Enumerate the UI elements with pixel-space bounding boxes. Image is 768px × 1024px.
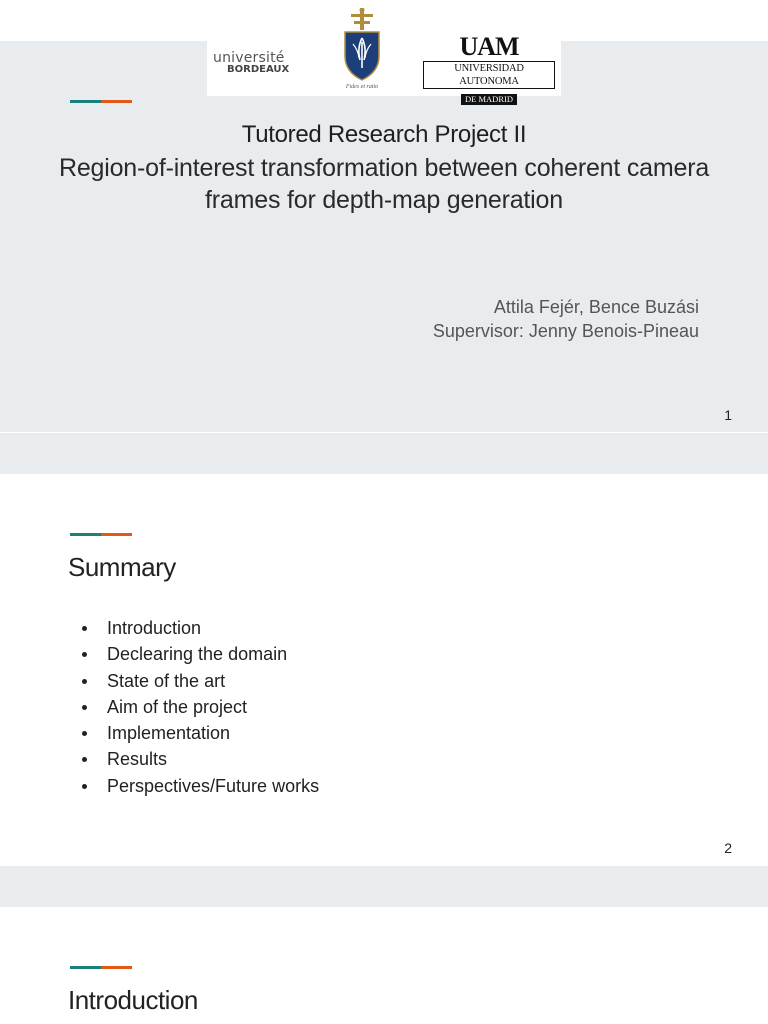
crest-logo — [335, 8, 389, 90]
slide-divider — [0, 433, 768, 474]
crest-motto: Fides et ratio — [345, 84, 379, 90]
summary-list — [82, 615, 319, 799]
list-item-text: Aim of the project — [107, 696, 248, 717]
bordeaux-logo-top-text: université — [213, 50, 285, 66]
slide-number: 1 — [724, 407, 732, 423]
list-item — [82, 746, 319, 772]
accent-teal — [70, 533, 101, 536]
introduction-slide — [0, 907, 768, 1024]
accent-orange — [101, 533, 132, 536]
list-item-text: Declearing the domain — [107, 644, 288, 665]
title-block — [0, 120, 768, 216]
bullet-dot — [82, 731, 87, 736]
summary-slide — [0, 474, 768, 866]
slide-divider — [0, 866, 768, 907]
list-item — [82, 641, 319, 667]
summary-heading: Summary — [68, 552, 176, 582]
list-item — [82, 694, 319, 720]
accent-teal — [70, 966, 101, 969]
introduction-accent-bar — [70, 966, 132, 969]
bullet-dot — [82, 626, 87, 631]
uam-logo-subtitle: DE MADRID — [461, 94, 517, 105]
summary-accent-bar — [70, 533, 132, 536]
list-item-text: Introduction — [107, 618, 202, 638]
uam-logo-mark: UAM — [459, 32, 519, 61]
bullet-dot — [82, 679, 87, 684]
list-item-text: Implementation — [107, 723, 231, 744]
list-item — [82, 668, 319, 694]
author-block — [433, 295, 699, 343]
bordeaux-logo-bottom-text: BORDEAUX — [227, 64, 290, 75]
logo-strip — [207, 30, 561, 104]
title-slide — [0, 0, 768, 432]
list-item-text: Perspectives/Future works — [107, 775, 320, 796]
bullet-dot — [82, 705, 87, 710]
uam-logo-name: UNIVERSIDAD AUTONOMA — [423, 61, 555, 89]
universite-bordeaux-logo — [213, 50, 307, 84]
title-accent-bar — [70, 100, 132, 103]
list-item — [82, 773, 319, 799]
accent-teal — [70, 100, 101, 103]
supervisor-line: Supervisor: Jenny Benois-Pineau — [432, 321, 699, 341]
introduction-heading: Introduction — [68, 985, 198, 1015]
list-item-text: Results — [107, 749, 168, 770]
slide-number: 2 — [724, 840, 732, 856]
accent-orange — [101, 966, 132, 969]
presentation-subtitle: Region-of-interest transformation between coherent camera frames for depth-map generation — [58, 154, 710, 214]
bullet-dot — [82, 652, 87, 657]
presentation-title: Tutored Research Project II — [241, 121, 527, 148]
list-item — [82, 720, 319, 746]
list-item-text: State of the art — [107, 670, 226, 691]
accent-orange — [101, 100, 132, 103]
bullet-dot — [82, 757, 87, 762]
author-names: Attila Fejér, Bence Buzási — [493, 297, 699, 317]
bullet-dot — [82, 784, 87, 789]
list-item — [82, 615, 319, 641]
uam-logo — [421, 32, 557, 104]
